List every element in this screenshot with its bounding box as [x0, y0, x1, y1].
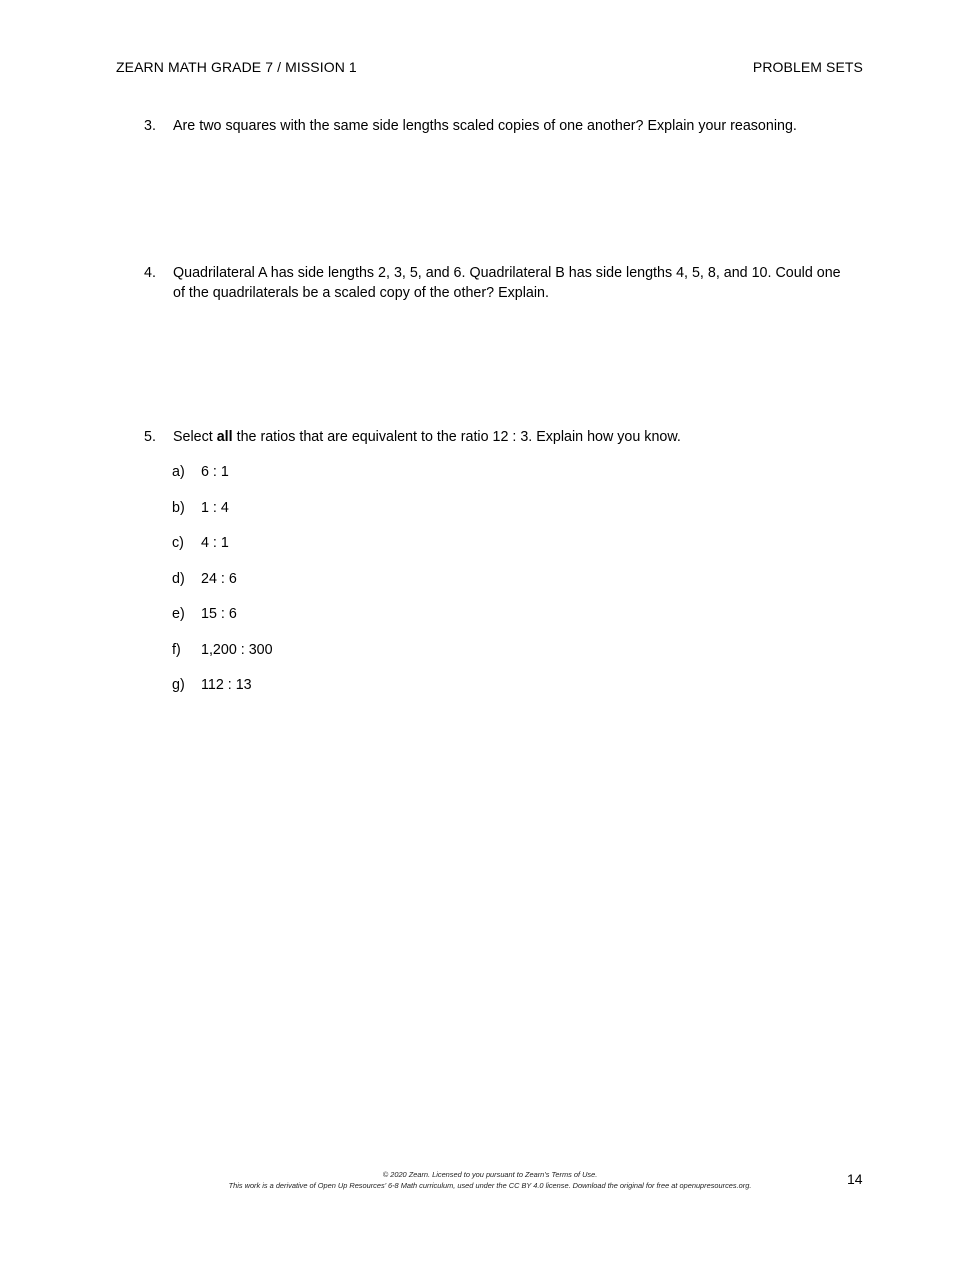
choice-letter: d) [172, 570, 185, 587]
choice-value: 112 : 13 [201, 677, 252, 693]
choice-value: 15 : 6 [201, 606, 237, 622]
choice-letter: c) [172, 535, 184, 551]
choice-letter: e) [172, 606, 185, 622]
problem-4 [144, 263, 854, 303]
choice-letter: a) [172, 464, 185, 480]
choice-letter: g) [172, 677, 185, 693]
choice-value: 24 : 6 [201, 570, 237, 587]
problem-text-after: the ratios that are equivalent to the ratio 12 : 3. Explain how you know. [232, 429, 681, 445]
choice-value: 4 : 1 [201, 535, 229, 551]
problem-text-before: Select [173, 429, 217, 445]
problem-text-emphasis: all [216, 429, 233, 445]
problem-number: 3. [144, 118, 156, 134]
choice-value: 6 : 1 [201, 464, 229, 480]
footer-copyright: © 2020 Zearn. Licensed to you pursuant to Zearn’s Terms of Use. [382, 1170, 598, 1179]
problem-text [173, 427, 854, 447]
choice-value: 1 : 4 [201, 499, 229, 516]
problem-3 [144, 116, 854, 136]
problem-text: Are two squares with the same side lengths scaled copies of one another? Explain your reasoning. [173, 118, 797, 134]
choice-letter: f) [172, 641, 181, 658]
problem-number: 4. [144, 265, 156, 281]
header-section: PROBLEM SETS [752, 59, 863, 75]
choice-letter: b) [172, 499, 185, 516]
problem-number: 5. [144, 429, 156, 445]
page-number: 14 [847, 1171, 863, 1187]
problem-text: Quadrilateral A has side lengths 2, 3, 5, and 6. Quadrilateral B has side lengths 4, 5, 8, and 10. Could one of the quadrilaterals be a scaled copy of the other? Explain. [173, 265, 841, 301]
header-title: ZEARN MATH GRADE 7 / MISSION 1 [116, 59, 357, 75]
choice-value: 1,200 : 300 [201, 641, 273, 658]
problem-5 [144, 427, 854, 447]
footer-attribution: This work is a derivative of Open Up Resources’ 6-8 Math curriculum, used under the CC BY 4.0 license. Download the original for free at openupresources.org. [228, 1180, 752, 1190]
footer-license [150, 1170, 830, 1191]
